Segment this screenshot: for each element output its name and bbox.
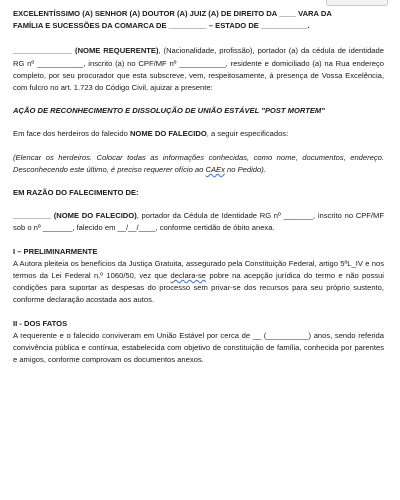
heirs-instructions	[13, 152, 384, 176]
section-heading-facts: II - DOS FATOS	[13, 318, 68, 328]
facts-paragraph: A requerente e o falecido conviveram em União Estável por cerca de __ (__________) anos, sendo referida convivência pública e contínua, estabelecida com objetivo de constituição de família, conhecida por parentes e amigos, conforme comprovam os documentos anexos.	[13, 330, 384, 365]
preliminary-text-pre: A Autora pleiteia os benefícios da Justiça Gratuita, assegurado pela Constituição Federal, artigo 5ºL_IV e nos termos da Lei Federal n.º 1060/50, vez que	[13, 258, 384, 281]
plaintiff-qualification	[13, 45, 384, 94]
plaintiff-name: (NOME REQUERENTE)	[75, 46, 159, 56]
death-heading: EM RAZÃO DO FALECIMENTO DE:	[13, 188, 139, 198]
court-header-line-1: EXCELENTÍSSIMO (A) SENHOR (A) DOUTOR (A) JUIZ (A) DE DIREITO DA ____ VARA DA	[13, 9, 332, 18]
deceased-qualification	[13, 210, 384, 234]
heirs-paragraph	[13, 128, 384, 140]
heirs-instructions-post: no Pedido).	[224, 164, 266, 174]
deceased-name-ref: NOME DO FALECIDO	[129, 129, 207, 139]
action-title: AÇÃO DE RECONHECIMENTO E DISSOLUÇÃO DE UNIÃO ESTÁVEL "POST MORTEM"	[13, 106, 325, 116]
heirs-text-post: , a seguir especificados:	[206, 129, 289, 139]
plaintiff-qualification-text: , (Nacionalidade, profissão), portador (a) da cédula de identidade RG nº ___________, inscrito (a) no CPF/MF nº ___________, residente e domiciliado (a) na Rua endereço completo, por seu procurador que esta subscreve, vem, respeitosamente, à presença de Vossa Excelência, com fulcro no art. 1.723 do Código Civil, ajuizar a presente:	[13, 46, 384, 93]
preliminary-paragraph	[13, 258, 384, 307]
court-header	[13, 8, 384, 32]
spellcheck-word-caex: CAEx	[205, 164, 225, 174]
deceased-name: (NOME DO FALECIDO)	[53, 211, 137, 221]
deceased-qualification-text: , portador da Cédula de Identidade RG nº _______, inscrito no CPF/MF sob o nº _______, falecido em __/__/____, conforme certidão de óbito anexa.	[13, 211, 384, 233]
heirs-instructions-pre: (Elencar os herdeiros. Colocar todas as informações conhecidas, como nome, documentos, endereço. Desconhecendo este último, é preciso requerer ofício ao	[13, 152, 384, 174]
spellcheck-word-declara: declara-se	[170, 271, 207, 281]
plaintiff-name-blank: ______________	[13, 46, 73, 56]
preliminary-text-post: pobre na acepção jurídica do termo e não possui condições para suportar as despesas do processo sem privar-se dos recursos para seu próprio sustento, conforme declaração acostada aos autos.	[13, 271, 384, 305]
court-header-line-2: FAMÍLIA E SUCESSÕES DA COMARCA DE _________ – ESTADO DE ___________.	[13, 21, 310, 31]
heirs-text-pre: Em face dos herdeiros do falecido	[13, 129, 130, 139]
section-heading-preliminary: I – PRELIMINARMENTE	[13, 246, 98, 256]
deceased-name-blank: _________	[13, 211, 52, 221]
